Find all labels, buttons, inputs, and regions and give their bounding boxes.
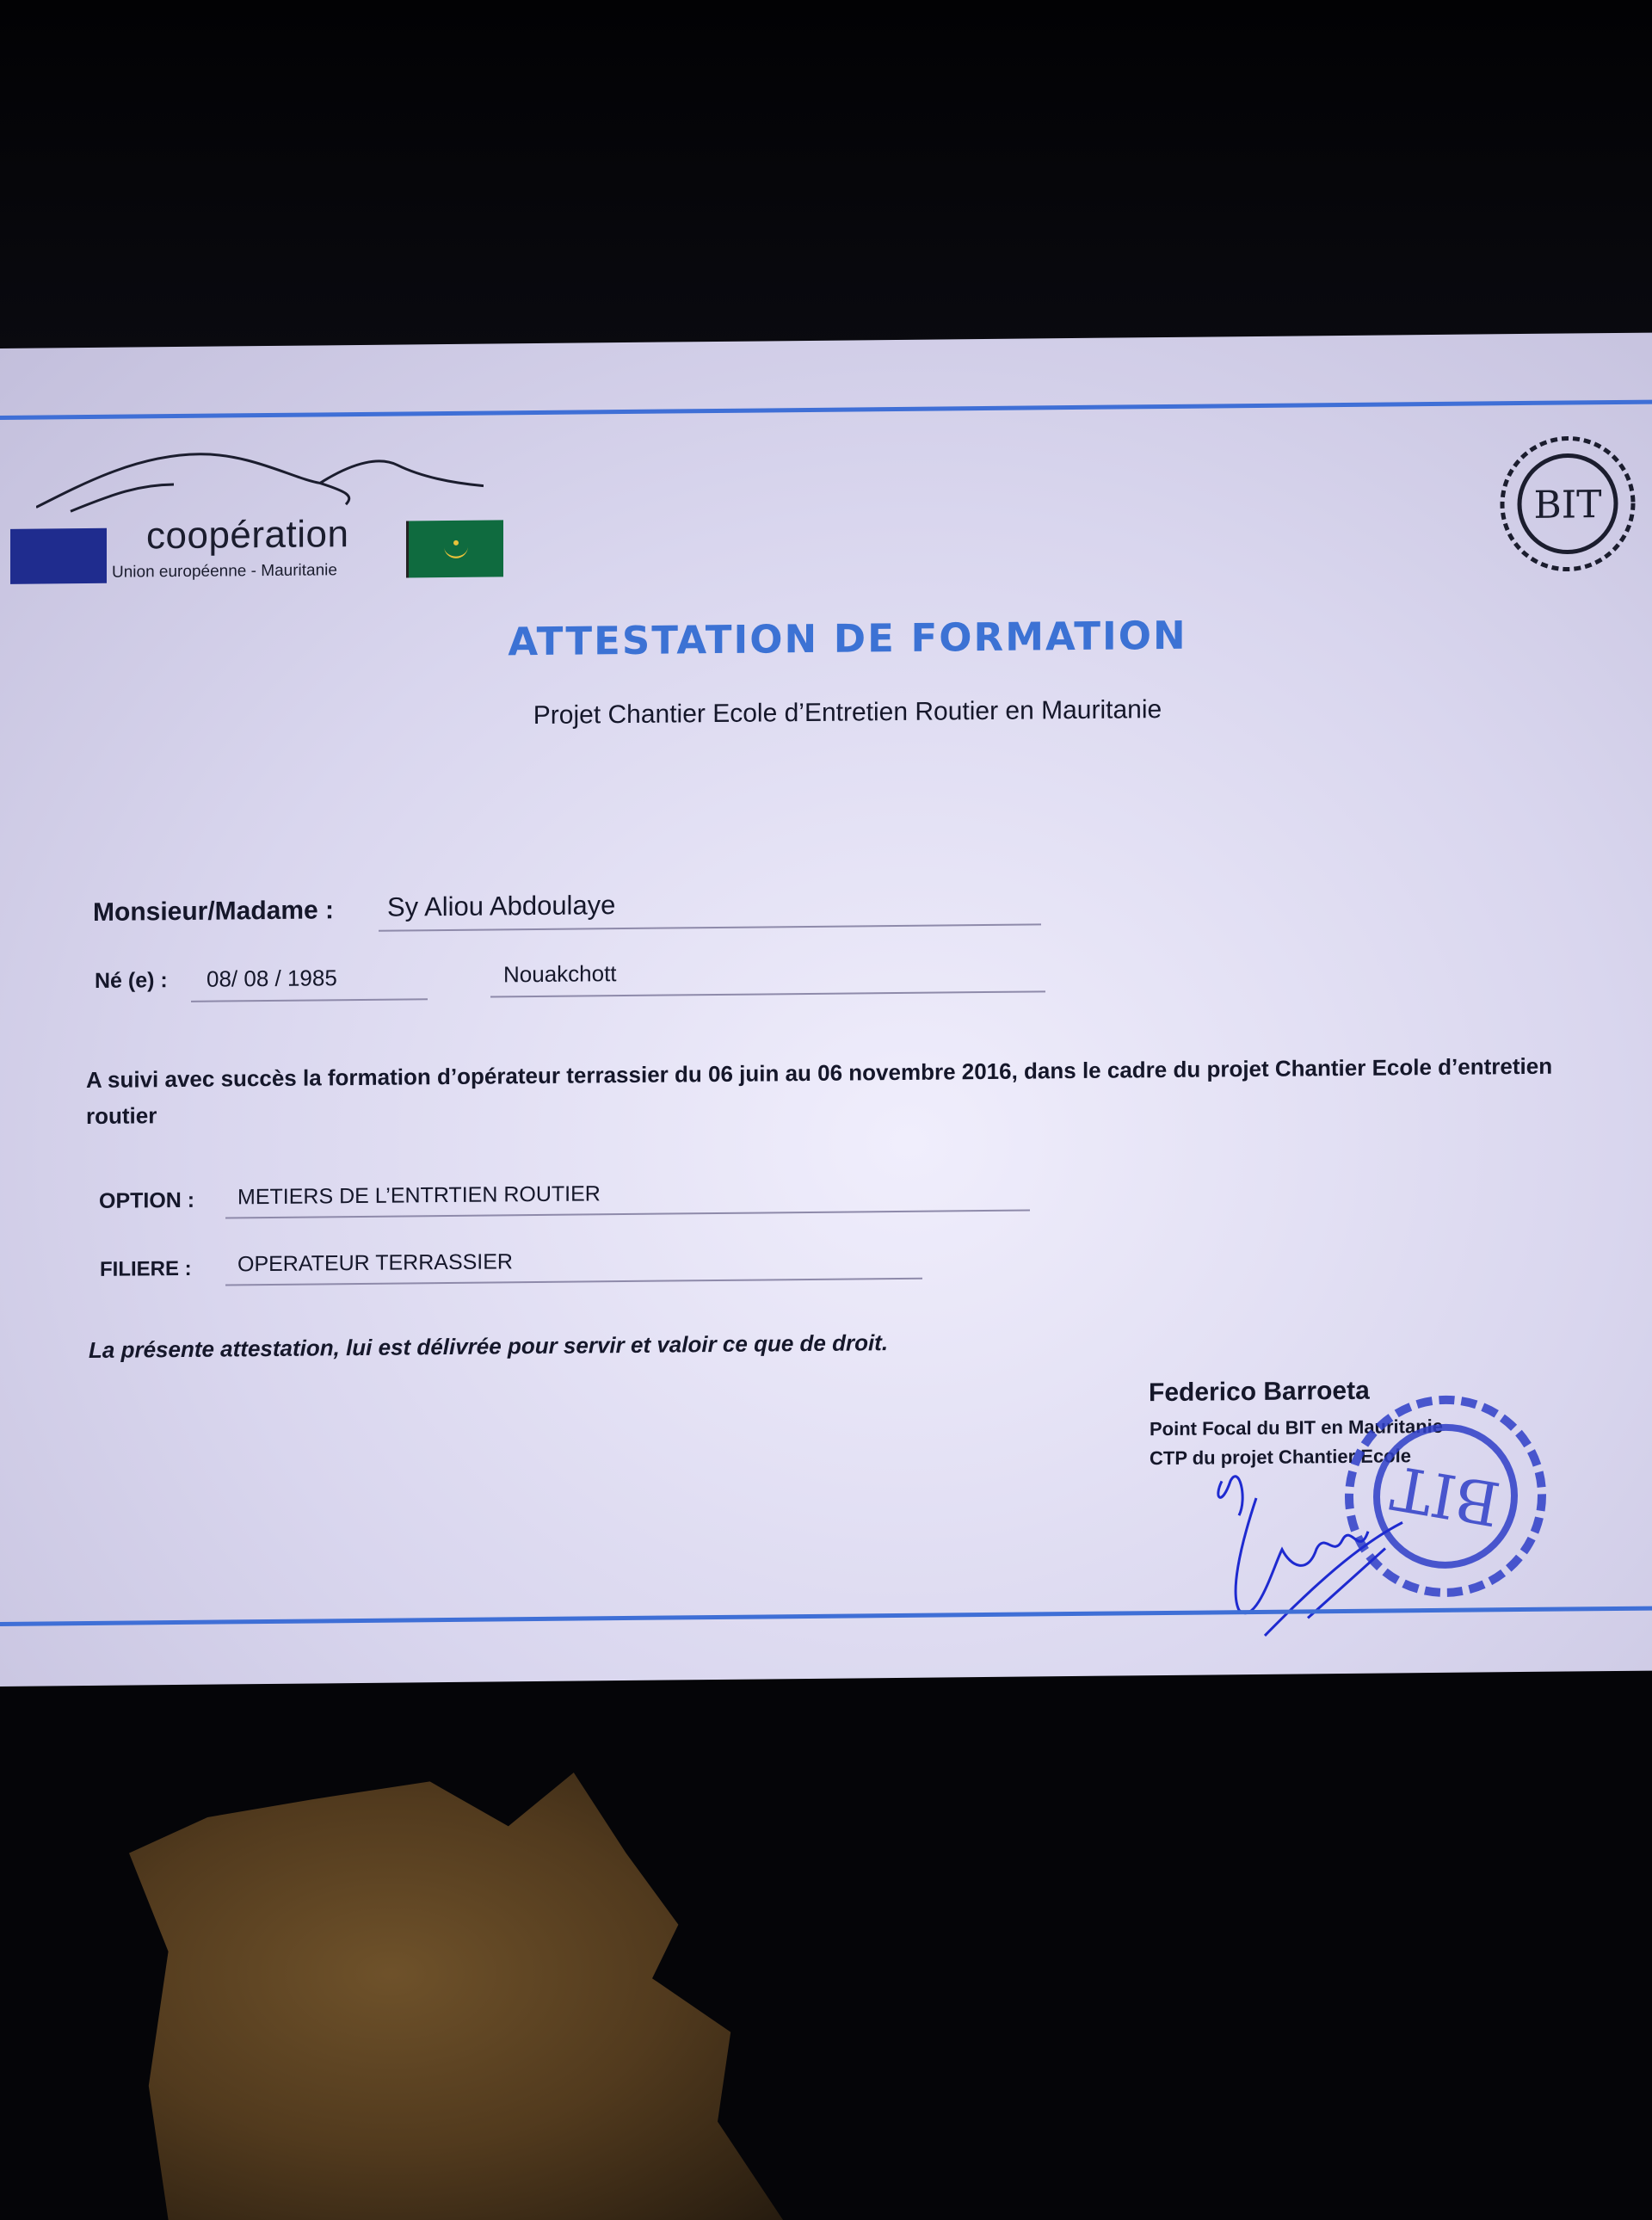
certificate-title: ATTESTATION DE FORMATION [508,612,1187,665]
svg-text:BIT: BIT [1386,1452,1506,1539]
top-border-rule [0,400,1652,420]
filiere-value: OPERATEUR TERRASSIER [237,1249,513,1277]
dark-background [0,0,1652,361]
filiere-label: FILIERE : [100,1256,192,1281]
born-label: Né (e) : [95,968,168,993]
born-place: Nouakchott [503,960,617,988]
name-underline [379,923,1041,931]
mauritania-flag-icon [406,520,503,577]
mountain-icon [36,443,484,516]
sponge-object [129,1773,783,2220]
certificate-subtitle: Projet Chantier Ecole d’Entretien Routier en Mauritanie [533,695,1162,731]
signer-name: Federico Barroeta [1149,1376,1370,1408]
closing-statement: La présente attestation, lui est délivrée pour servir et valoir ce que de droit. [89,1329,889,1364]
name-label: Monsieur/Madame : [93,896,335,927]
name-value: Sy Aliou Abdoulaye [387,890,616,922]
signer-role-2: CTP du projet Chantier Ecole [1150,1445,1411,1470]
eu-flag-icon [10,528,107,584]
option-underline [225,1210,1030,1219]
bit-seal-icon [1499,435,1637,574]
certificate-paper [0,333,1652,1687]
body-text: A suivi avec succès la formation d’opérateur terrassier du 06 juin au 06 novembre 2016, dans le cadre du projet Chantier Ecole d’entretien routier [86,1052,1553,1130]
seal-text: BIT [1533,483,1602,527]
filiere-underline [225,1278,922,1286]
signer-role-1: Point Focal du BIT en Mauritanie [1150,1415,1444,1440]
logo-subtitle: Union européenne - Mauritanie [112,561,337,582]
born-place-underline [490,990,1045,997]
handwritten-signature [1205,1445,1428,1644]
option-value: METIERS DE L’ENTRTIEN ROUTIER [237,1181,601,1210]
born-date-underline [191,998,428,1002]
cooperation-logo [10,442,509,607]
born-date: 08/ 08 / 1985 [206,965,337,992]
logo-title: coopération [146,513,349,558]
option-label: OPTION : [99,1187,195,1213]
